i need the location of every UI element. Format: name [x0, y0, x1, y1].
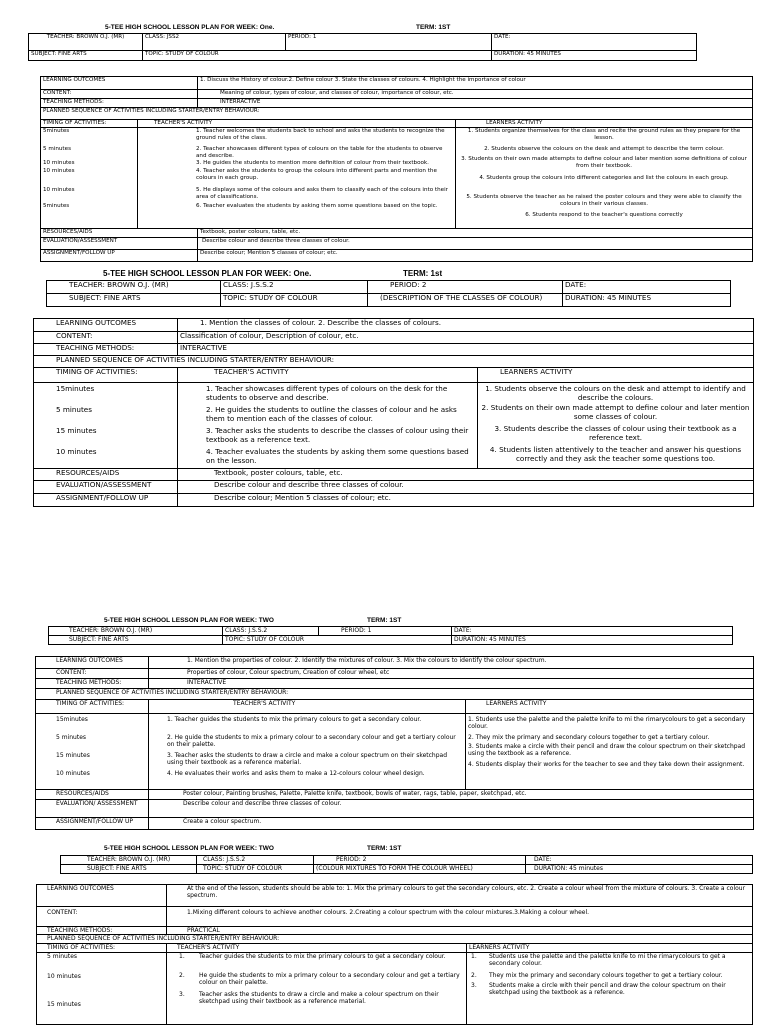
teacher-activity-item: 3. Teacher asks the students to draw a circle and make a colour spectrum on their sketchpad using their textbook as a reference material. — [167, 752, 448, 767]
date-field: DATE: — [563, 281, 731, 294]
teacher-activity-item: 6. Teacher evaluates the students by asking them some questions based on the topic. — [196, 203, 438, 209]
item-number: 2. — [179, 972, 185, 980]
resources-text: Poster colour, Painting brushes, Palette, Palette knife, textbook, bowls of water, rags, table, paper, sketchpad, etc. — [149, 790, 754, 800]
evaluation-label: EVALUATION/ASSESSMENT — [34, 481, 178, 494]
timing-column — [41, 128, 138, 229]
assignment-text: Create a colour spectrum. — [149, 818, 754, 830]
learner-activity-item: 6. Students respond to the teacher's questions correctly — [525, 212, 683, 218]
resources-label: RESOURCES/AIDS — [34, 469, 178, 481]
evaluation-text: Describe colour and describe three classes of colour. — [149, 800, 754, 818]
activity-time: 10 minutes — [47, 973, 81, 981]
learners-activity-column — [467, 953, 753, 1025]
teacher-name: TEACHER: BROWN O.J. (MR) — [61, 856, 197, 865]
teacher-activity-header: TEACHER'S ACTIVITY — [138, 120, 456, 128]
learners-activity-column — [478, 383, 754, 469]
plan-body-table — [33, 318, 754, 507]
learning-outcomes-text: 1. Mention the classes of colour. 2. Describe the classes of colours. — [178, 319, 754, 332]
plan-title: 5-TEE HIGH SCHOOL LESSON PLAN FOR WEEK: TWO — [104, 845, 274, 852]
period-field: PERIOD: 2 — [368, 281, 563, 294]
learning-outcomes-label: LEARNING OUTCOMES — [34, 319, 178, 332]
learner-activity-item — [469, 953, 750, 972]
teacher-name: TEACHER: BROWN O.J. (MR) — [47, 281, 221, 294]
item-number: 3. — [471, 982, 477, 990]
timing-column — [34, 383, 178, 469]
date-field: DATE: — [526, 856, 753, 865]
plan-body-table — [35, 656, 754, 830]
item-number: 2. — [471, 972, 477, 980]
learners-activity-column — [456, 128, 753, 229]
duration-field: DURATION: 45 MINUTES — [452, 636, 733, 645]
evaluation-label: EVALUATION/ ASSESSMENT — [36, 800, 149, 818]
teacher-activity-column — [178, 383, 478, 469]
activity-time: 5 minutes — [43, 146, 71, 152]
planned-sequence-label: PLANNED SEQUENCE OF ACTIVITIES INCLUDING STARTER/ENTRY BEHAVIOUR: — [34, 356, 754, 368]
planned-sequence-label: PLANNED SEQUENCE OF ACTIVITIES INCLUDING STARTER/ENTRY BEHAVIOUR: — [37, 935, 753, 944]
class-field: CLASS: J.S.S.2 — [221, 281, 368, 294]
plan-term: TERM: 1ST — [367, 617, 402, 624]
teacher-activity-column — [167, 953, 467, 1025]
evaluation-label: EVALUATION/ASSESSMENT — [41, 238, 198, 250]
learner-activity-item — [469, 972, 750, 982]
learner-activity-item: 1. Students organize themselves for the class and recite the ground rules as they prepare for the lesson. — [467, 128, 741, 141]
topic-detail: (COLOUR MIXTURES TO FORM THE COLOUR WHEEL) — [314, 865, 526, 874]
duration-field: DURATION: 45 minutes — [526, 865, 753, 874]
content-text: Properties of colour, Colour spectrum, Creation of colour wheel, etc — [149, 669, 754, 679]
plan-term: TERM: 1st — [403, 269, 443, 278]
content-text: Classification of colour, Description of colour, etc. — [178, 332, 754, 344]
learners-activity-column — [466, 714, 754, 790]
teacher-activity-item — [169, 972, 464, 991]
teaching-methods-text: PRACTICAL — [167, 927, 753, 935]
teaching-methods-text: INTERRACTIVE — [198, 99, 753, 108]
teacher-activity-item: 2. He guide the students to mix a primary colour to a secondary colour and get a tertiary colour on their palette. — [167, 734, 456, 749]
plan-title: 5-TEE HIGH SCHOOL LESSON PLAN FOR WEEK: One. — [103, 269, 312, 278]
teacher-activity-item: 1. Teacher guides the students to mix the primary colours to get a secondary colour. — [167, 716, 422, 723]
assignment-label: ASSIGNMENT/FOLLOW UP — [36, 818, 149, 830]
teacher-activity-item: 1. Teacher welcomes the students back to school and asks the students to recognize the ground rules of the class. — [196, 128, 445, 141]
item-number: 1. — [179, 953, 185, 961]
planned-sequence-label: PLANNED SEQUENCE OF ACTIVITIES INCLUDING STARTER/ENTRY BEHAVIOUR: — [41, 108, 753, 120]
learner-activity-item: 4. Students listen attentively to the teacher and answer his questions correctly and they ask the teacher some questions too. — [489, 445, 742, 463]
plan-header-table — [60, 855, 753, 874]
learning-outcomes-text: At the end of the lesson, students should be able to: 1. Mix the primary colours to get the secondary colours, etc. 2. Create a colour wheel from the mixture of colours. 3. Create a colour spectrum. — [167, 885, 753, 907]
learner-activity-item: 1. Students use the palette and the palette knife to mi the rimarycolours to get a secondary colour. — [468, 716, 746, 731]
teacher-activity-header: TEACHER'S ACTIVITY — [149, 700, 466, 714]
resources-label: RESOURCES/AIDS — [36, 790, 149, 800]
learners-activity-header: LEARNERS ACTIVITY — [467, 944, 753, 953]
subject-field: SUBJECT: FINE ARTS — [61, 865, 197, 874]
activity-time: 10 minutes — [56, 770, 90, 777]
resources-label: RESOURCES/AIDS — [41, 229, 198, 238]
activity-time: 5minutes — [43, 203, 70, 209]
learners-activity-header: LEARNERS ACTIVITY — [456, 120, 753, 128]
learning-outcomes-label: LEARNING OUTCOMES — [37, 885, 167, 907]
timing-column — [37, 953, 167, 1025]
item-text: He guide the students to mix a primary colour to a secondary colour and get a tertiary colour on their palette. — [199, 972, 460, 987]
timing-label: TIMING OF ACTIVITIES: — [36, 700, 149, 714]
topic-detail: (DESCRIPTION OF THE CLASSES OF COLOUR) — [368, 294, 563, 307]
teacher-activity-header: TEACHER'S ACTIVITY — [167, 944, 467, 953]
content-text: 1.Mixing different colours to achieve another colours. 2.Creating a colour spectrum with the colour mixtures.3.Making a colour wheel. — [167, 907, 753, 927]
activity-time: 15 minutes — [56, 752, 90, 759]
plan-title: 5-TEE HIGH SCHOOL LESSON PLAN FOR WEEK: TWO — [104, 617, 274, 624]
class-field: CLASS: JSS2 — [143, 34, 286, 51]
learner-activity-item: 3. Students describe the classes of colour using their textbook as a reference text. — [494, 424, 737, 442]
learner-activity-item: 3. Students on their own made attempts to define colour and later mention some definitions of colour from their textbook. — [461, 156, 747, 169]
content-label: CONTENT: — [37, 907, 167, 927]
item-text: Students make a circle with their pencil and draw the colour spectrum on their sketchpad using the textbook as a reference. — [489, 982, 726, 997]
plan-body-table — [40, 76, 753, 262]
period-field: PERIOD: 1 — [286, 34, 492, 51]
teacher-activity-item: 4. He evaluates their works and asks them to make a 12-colours colour wheel design. — [167, 770, 425, 777]
item-text: They mix the primary and secondary colours together to get a tertiary colour. — [489, 972, 723, 980]
content-label: CONTENT: — [36, 669, 149, 679]
teacher-activity-item — [169, 953, 464, 972]
plan-header-table — [28, 33, 697, 61]
plan-body-table — [36, 884, 753, 1025]
item-number: 3. — [179, 991, 185, 999]
content-text: Meaning of colour, types of colour, and classes of colour, importance of colour, etc. — [198, 90, 753, 99]
learner-activity-item: 1. Students observe the colours on the desk and attempt to identify and describe the colours. — [485, 384, 746, 402]
learners-activity-header: LEARNERS ACTIVITY — [478, 368, 754, 383]
learner-activity-item: 5. Students observe the teacher as he raised the poster colours and they were able to classify the colours in their various classes. — [466, 194, 742, 207]
learner-activity-item: 3. Students make a circle with their pencil and draw the colour spectrum on their sketchpad using the textbook as a reference. — [468, 743, 746, 758]
teacher-activity-item: 5. He displays some of the colours and asks them to classify each of the colours into their area of classifications. — [196, 187, 448, 200]
item-number: 1. — [471, 953, 477, 961]
teacher-activity-item: 2. Teacher showcases different types of colours on the table for the students to observe and describe. — [196, 146, 443, 159]
plan-term: TERM: 1ST — [416, 24, 451, 31]
activity-time: 10 minutes — [43, 187, 75, 193]
teacher-activity-item: 3. Teacher asks the students to describe the classes of colour using their textbook as a reference text. — [206, 426, 469, 444]
teaching-methods-label: TEACHING METHODS: — [34, 344, 178, 356]
evaluation-text: Describe colour and describe three classes of colour. — [198, 238, 753, 250]
topic-field: TOPIC: STUDY OF COLOUR — [143, 51, 492, 61]
activity-time: 10 minutes — [43, 168, 75, 174]
subject-field: SUBJECT: FINE ARTS — [47, 294, 221, 307]
assignment-label: ASSIGNMENT/FOLLOW UP — [34, 494, 178, 507]
resources-text: Textbook, poster colours, table, etc. — [178, 469, 754, 481]
topic-field: TOPIC: STUDY OF COLOUR — [197, 865, 314, 874]
teacher-activity-item — [169, 991, 464, 1005]
activity-time: 5 minutes — [56, 734, 87, 741]
learner-activity-item: 2. Students on their own made attempt to define colour and later mention some classes of colour. — [481, 403, 750, 421]
teacher-activity-item: 2. He guides the students to outline the classes of colour and he asks them to mention each of the classes of colour. — [206, 405, 457, 423]
teacher-name: TEACHER: BROWN O.J. (MR) — [29, 34, 143, 51]
assignment-text: Describe colour; Mention 5 classes of colour; etc. — [198, 250, 753, 262]
activity-time: 15 minutes — [47, 1001, 81, 1009]
learner-activity-item: 2. Students observe the colours on the desk and attempt to describe the term colour. — [484, 146, 724, 152]
teacher-activity-column — [149, 714, 466, 790]
activity-time: 15minutes — [56, 384, 95, 393]
activity-time: 10 minutes — [56, 447, 97, 456]
evaluation-text: Describe colour and describe three classes of colour. — [178, 481, 754, 494]
timing-label: TIMING OF ACTIVITIES: — [37, 944, 167, 953]
learners-activity-header: LEARNERS ACTIVITY — [466, 700, 754, 714]
date-field: DATE: — [492, 34, 697, 51]
assignment-text: Describe colour; Mention 5 classes of colour; etc. — [178, 494, 754, 507]
subject-field: SUBJECT: FINE ARTS — [29, 51, 143, 61]
item-text: Teacher guides the students to mix the primary colours to get a secondary colour. — [199, 953, 446, 961]
activity-time: 15 minutes — [56, 426, 97, 435]
learning-outcomes-text: 1. Discuss the History of colour.2. Define colour 3. State the classes of colours. 4. Highlight the importance of colour — [198, 77, 753, 90]
learning-outcomes-label: LEARNING OUTCOMES — [41, 77, 198, 90]
learning-outcomes-label: LEARNING OUTCOMES — [36, 657, 149, 669]
teaching-methods-label: TEACHING METHODS: — [41, 99, 198, 108]
teaching-methods-text: INTERACTIVE — [149, 679, 754, 689]
planned-sequence-label: PLANNED SEQUENCE OF ACTIVITIES INCLUDING STARTER/ENTRY BEHAVIOUR: — [36, 689, 754, 700]
content-label: CONTENT: — [34, 332, 178, 344]
item-text: Students use the palette and the palette knife to mi the rimarycolours to get a secondary colour. — [489, 953, 726, 968]
topic-field: TOPIC: STUDY OF COLOUR — [223, 636, 452, 645]
timing-label: TIMING OF ACTIVITIES: — [34, 368, 178, 383]
teacher-activity-item: 3. He guides the students to mention more definition of colour from their textbook. — [196, 160, 429, 166]
learning-outcomes-text: 1. Mention the properties of colour. 2. Identify the mixtures of colour. 3. Mix the colours to identify the colour spectrum. — [149, 657, 754, 669]
class-field: CLASS: J.S.S.2 — [197, 856, 314, 865]
topic-field: TOPIC: STUDY OF COLOUR — [221, 294, 368, 307]
activity-time: 5minutes — [43, 128, 70, 134]
teaching-methods-label: TEACHING METHODS: — [36, 679, 149, 689]
resources-text: Textbook, poster colours, table, etc. — [198, 229, 753, 238]
learner-activity-item: 2. They mix the primary and secondary colours together to get a tertiary colour. — [468, 734, 710, 741]
class-field: CLASS: J.S.S.2 — [223, 627, 319, 636]
plan-header-table — [46, 280, 731, 307]
date-field: DATE: — [452, 627, 733, 636]
teaching-methods-label: TEACHING METHODS: — [37, 927, 167, 935]
learner-activity-item — [469, 982, 750, 996]
period-field: PERIOD: 2 — [314, 856, 526, 865]
activity-time: 5 minutes — [56, 405, 92, 414]
assignment-label: ASSIGNMENT/FOLLOW UP — [41, 250, 198, 262]
learner-activity-item: 4. Students group the colours into different categories and list the colours in each group. — [479, 175, 729, 181]
plan-term: TERM: 1ST — [367, 845, 402, 852]
plan-title: 5-TEE HIGH SCHOOL LESSON PLAN FOR WEEK: One. — [105, 24, 275, 31]
learner-activity-item: 4. Students display their works for the teacher to see and they take down their assignment. — [468, 761, 745, 768]
activity-time: 15minutes — [56, 716, 88, 723]
duration-field: DURATION: 45 MINUTES — [492, 51, 697, 61]
teacher-activity-header: TEACHER'S ACTIVITY — [178, 368, 478, 383]
content-label: CONTENT: — [41, 90, 198, 99]
duration-field: DURATION: 45 MINUTES — [563, 294, 731, 307]
timing-label: TIMING OF ACTIVITIES: — [41, 120, 138, 128]
teaching-methods-text: INTERACTIVE — [178, 344, 754, 356]
teacher-activity-item: 4. Teacher evaluates the students by asking them some questions based on the lesson. — [206, 447, 469, 465]
activity-time: 10 minutes — [43, 160, 75, 166]
teacher-name: TEACHER: BROWN O.J. (MR) — [49, 627, 223, 636]
subject-field: SUBJECT: FINE ARTS — [49, 636, 223, 645]
teacher-activity-item: 1. Teacher showcases different types of colours on the desk for the students to observe and describe. — [206, 384, 448, 402]
teacher-activity-column — [138, 128, 456, 229]
teacher-activity-item: 4. Teacher asks the students to group the colours into different parts and mention the colours in each group. — [196, 168, 437, 181]
item-text: Teacher asks the students to draw a circle and make a colour spectrum on their sketchpad using their textbook as a reference material. — [199, 991, 439, 1006]
plan-header-table — [48, 626, 733, 645]
period-field: PERIOD: 1 — [319, 627, 452, 636]
timing-column — [36, 714, 149, 790]
activity-time: 5 minutes — [47, 953, 78, 961]
